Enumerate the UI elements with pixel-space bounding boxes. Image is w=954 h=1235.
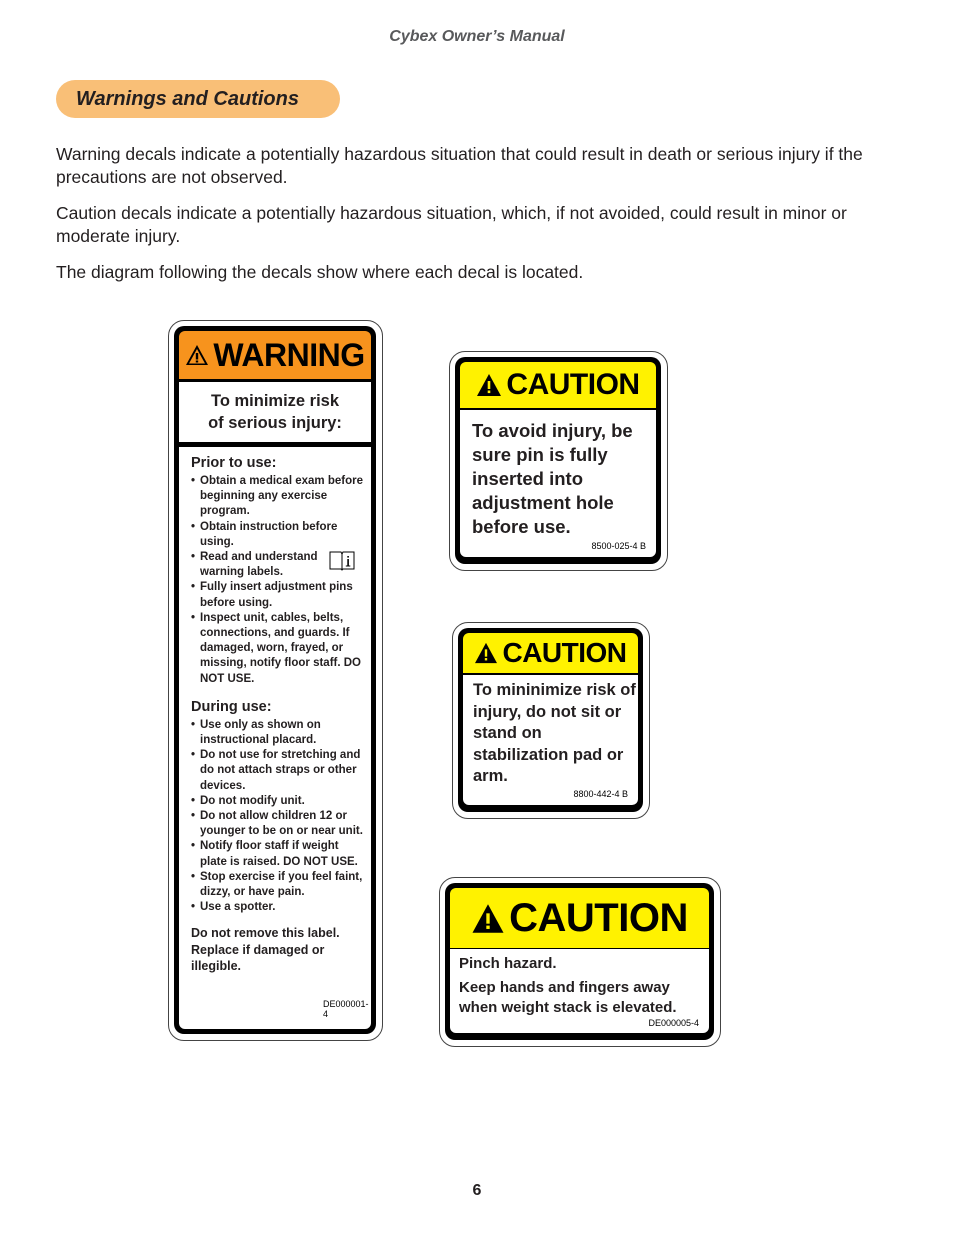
intro-warning-paragraph: Warning decals indicate a potentially hazardous situation that could result in death or serious injury if the precautions are not observed. [56, 144, 863, 187]
during-use-item: • Do not modify unit. [191, 794, 363, 809]
prior-to-use-item: • Obtain a medical exam before beginning any exercise program. [191, 474, 363, 520]
during-use-item: • Do not allow children 12 or younger to be on or near unit. [191, 809, 363, 839]
section-title: Warnings and Cautions [56, 80, 340, 118]
caution-triangle-icon [471, 903, 505, 934]
during-use-item: • Do not use for stretching and do not attach straps or other devices. [191, 748, 363, 794]
caution-header-stabilization [463, 633, 638, 673]
during-use-item: • Notify floor staff if weight plate is raised. DO NOT USE. [191, 839, 363, 869]
page-number: 6 [472, 1182, 482, 1199]
warning-heading: WARNING [213, 336, 365, 373]
caution-line1-pinch: Pinch hazard. [459, 955, 557, 972]
during-use-item: • Use only as shown on instructional placard. [191, 718, 363, 748]
warning-subheading-line1: To minimize risk [210, 392, 340, 410]
caution-triangle-icon [476, 373, 502, 397]
caution-triangle-icon [474, 642, 498, 664]
caution-code-stabilization: 8800-442-4 B [573, 789, 628, 799]
caution-heading-pinch: CAUTION [509, 895, 688, 940]
caution-header-pin [460, 362, 656, 408]
manual-book-icon [329, 549, 355, 571]
prior-to-use-item: • Fully insert adjustment pins before using. [191, 580, 363, 610]
warning-instructions [179, 447, 371, 1029]
warning-decal-code: DE000001-4 [323, 999, 369, 1019]
caution-text-pin: To avoid injury, be sure pin is fully inserted into adjustment hole before use. [472, 420, 633, 537]
warning-subheading-line2: of serious injury: [208, 414, 342, 432]
warning-subheading-box [179, 382, 371, 442]
caution-body-stabilization [463, 675, 638, 805]
warning-triangle-icon [185, 344, 209, 366]
prior-to-use-item: • Inspect unit, cables, belts, connections, and guards. If damaged, worn, frayed, or missing, notify floor staff. DO NOT USE. [191, 611, 363, 687]
during-use-item: • Use a spotter. [191, 900, 363, 915]
caution-body-pinch [450, 949, 709, 1033]
caution-text-stabilization: To mininimize risk of injury, do not sit or stand on stabilization pad or arm. [473, 681, 636, 786]
caution-heading-stabilization: CAUTION [502, 637, 627, 668]
caution-header-pinch [450, 888, 709, 948]
caution-code-pin: 8500-025-4 B [591, 541, 646, 551]
caution-heading-pin: CAUTION [506, 368, 640, 401]
intro-diagram-paragraph: The diagram following the decals show where each decal is located. [56, 262, 584, 282]
prior-to-use-list [191, 474, 363, 687]
during-use-list [191, 718, 363, 916]
caution-decal-pin [449, 351, 668, 571]
caution-decal-pinch [439, 877, 721, 1047]
warning-footer-text: Do not remove this label. Replace if damaged or illegible. [191, 926, 340, 974]
manual-title: Cybex Owner’s Manual [389, 28, 565, 45]
during-use-title: During use: [191, 698, 272, 715]
during-use-item: • Stop exercise if you feel faint, dizzy, or have pain. [191, 870, 363, 900]
prior-to-use-title: Prior to use: [191, 455, 277, 471]
prior-to-use-item: • Read and understand warning labels. [191, 550, 328, 580]
caution-line2-pinch: Keep hands and fingers away when weight stack is elevated. [459, 979, 677, 1016]
caution-decal-stabilization [452, 622, 650, 819]
caution-code-pinch: DE000005-4 [648, 1018, 699, 1028]
prior-to-use-item: • Obtain instruction before using. [191, 520, 363, 550]
warning-header [179, 331, 371, 379]
intro-caution-paragraph: Caution decals indicate a potentially hazardous situation, which, if not avoided, could result in minor or moderate injury. [56, 203, 847, 246]
warning-decal [168, 320, 383, 1041]
caution-body-pin [460, 410, 656, 557]
